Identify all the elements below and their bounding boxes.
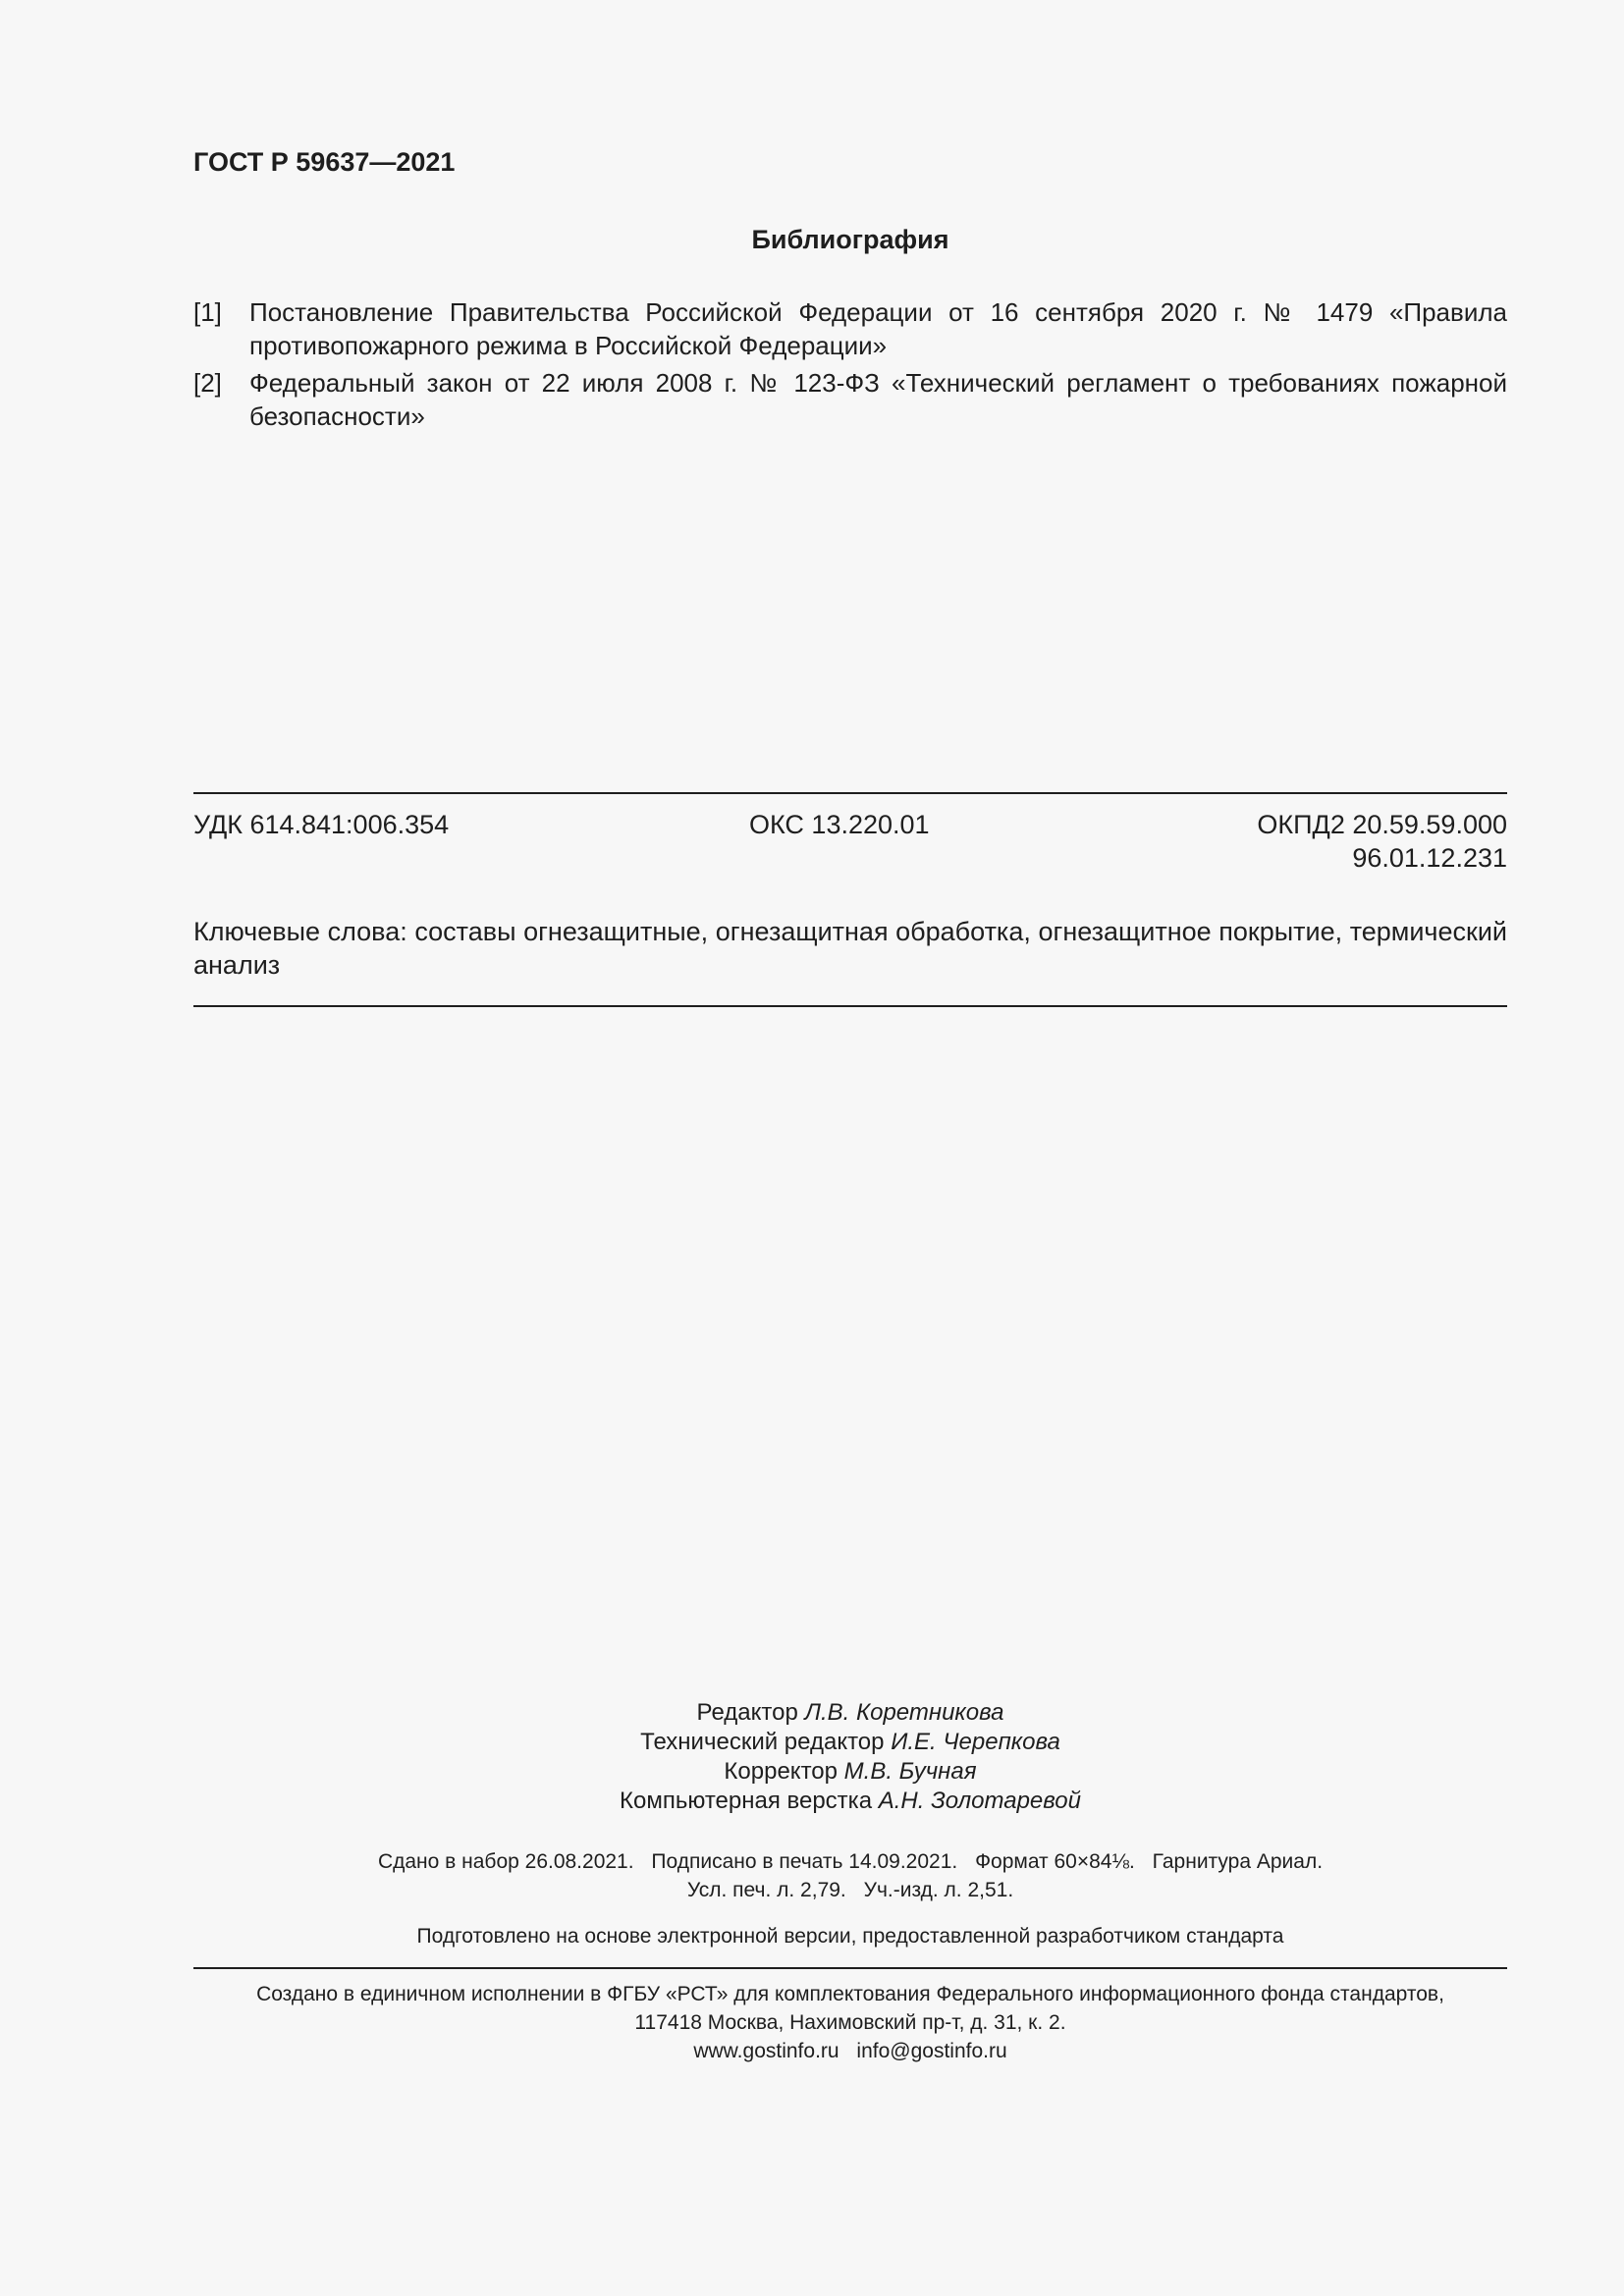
divider-publisher [193,1967,1507,1969]
publisher-address: 117418 Москва, Нахимовский пр-т, д. 31, к. 2. [634,2011,1066,2034]
keywords: Ключевые слова: составы огнезащитные, огнезащитная обработка, огнезащитное покрытие, термический анализ [193,917,1507,980]
credit-line [193,1757,1507,1787]
bibliography-item [193,366,1507,433]
credit-line [193,1728,1507,1757]
bibliography-item-number: [1] [193,297,222,327]
print-sheets: Усл. печ. л. 2,79. [686,1879,846,1901]
credit-role: Компьютерная верстка [620,1788,873,1814]
credit-line [193,1787,1507,1816]
website-link[interactable]: www.gostinfo.ru [693,2040,839,2062]
credit-role: Технический редактор [640,1729,885,1755]
prepared-note: Подготовлено на основе электронной версии, предоставленной разработчиком стандарта [416,1925,1284,1948]
okpd-code-line2: 96.01.12.231 [1352,843,1507,873]
print-info-line2 [193,1876,1507,1904]
bibliography-item-number: [2] [193,368,222,398]
oks-code: ОКС 13.220.01 [749,810,930,839]
paper-format: Формат 60×84⅛. [975,1850,1135,1873]
okpd-code [1257,808,1507,875]
publisher-contacts [193,2037,1507,2065]
bibliography-list [193,295,1507,437]
publisher-info [193,1980,1507,2065]
credit-name: М.В. Бучная [843,1758,977,1785]
print-info-line1 [193,1847,1507,1876]
print-info [193,1847,1507,1904]
credit-name: Л.В. Коретникова [804,1699,1004,1726]
bibliography-item-text: Федеральный закон от 22 июля 2008 г. № 123-ФЗ «Технический регламент о требованиях пожарной безопасности» [249,368,1507,431]
credit-name: А.Н. Золотаревой [878,1788,1081,1814]
typeface: Гарнитура Ариал. [1152,1850,1324,1873]
standard-code: ГОСТ Р 59637—2021 [193,147,456,177]
publisher-line1: Создано в единичном исполнении в ФГБУ «РСТ» для комплектования Федерального информационного фонда стандартов, [256,1983,1444,2005]
publisher-sheets: Уч.-изд. л. 2,51. [863,1879,1014,1901]
submitted-date: Сдано в набор 26.08.2021. [377,1850,634,1873]
divider-top [193,792,1507,794]
credit-role: Корректор [724,1758,838,1785]
bibliography-item [193,295,1507,362]
bibliography-item-text: Постановление Правительства Российской Федерации от 16 сентября 2020 г. № 1479 «Правила противопожарного режима в Российской Федерации» [249,297,1507,360]
signed-date: Подписано в печать 14.09.2021. [651,1850,958,1873]
email-link[interactable]: info@gostinfo.ru [856,2040,1007,2062]
credit-name: И.Е. Черепкова [891,1729,1060,1755]
credits [193,1698,1507,1816]
credit-line [193,1698,1507,1728]
okpd-code-line1: ОКПД2 20.59.59.000 [1257,810,1507,839]
bibliography-title: Библиография [751,225,949,254]
credit-role: Редактор [696,1699,798,1726]
udk-code: УДК 614.841:006.354 [193,810,450,839]
divider-bottom [193,1005,1507,1007]
